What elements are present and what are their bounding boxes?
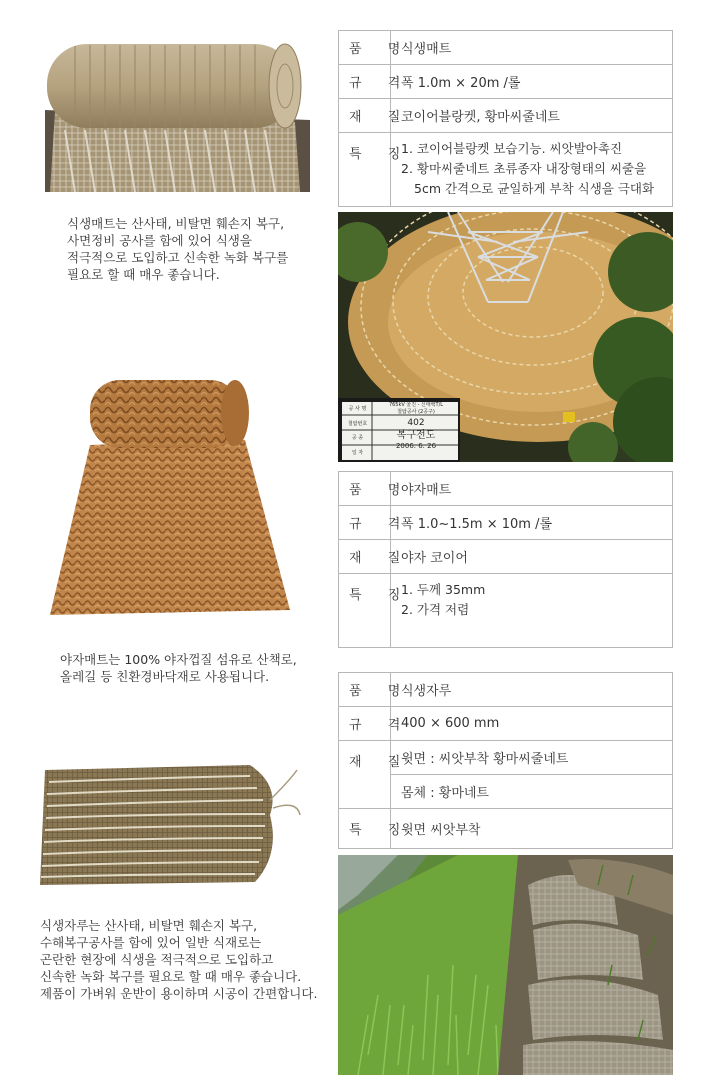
spec-label: 규 격	[339, 65, 391, 99]
sign-text: 765kV 울진 - 신태백T/L	[388, 402, 444, 408]
coir-mat-spec-table	[338, 471, 673, 648]
product-features	[391, 133, 673, 207]
description-line: 올레길 등 친환경바닥재로 사용됩니다.	[60, 669, 270, 684]
sign-text: 2006. 6. 26	[395, 442, 437, 450]
feature-line: 1. 두께 35mm	[401, 582, 486, 597]
product-features	[391, 574, 673, 648]
vegetation-mat-description	[67, 215, 288, 283]
product-material-top: 윗면 : 씨앗부착 황마씨줄네트	[391, 741, 673, 775]
sign-text: 복구전도	[396, 430, 436, 441]
product-spec: 폭 1.0m × 20m /롤	[391, 65, 673, 99]
description-line: 필요로 할 때 매우 좋습니다.	[67, 267, 220, 282]
feature-line: 5cm 간격으로 균일하게 부착 식생을 극대화	[414, 181, 655, 196]
spec-label: 규 격	[339, 707, 391, 741]
sign-labels	[343, 402, 372, 460]
description-line: 식생매트는 산사태, 비탈면 훼손지 복구,	[67, 216, 285, 231]
feature-label: 특 징	[339, 133, 391, 207]
site-sign	[374, 402, 458, 451]
slope-installation-photo	[338, 855, 673, 1075]
vegetation-bag-spec-table	[338, 672, 673, 849]
name-label: 품 명	[339, 472, 391, 506]
description-line: 제품이 가벼워 운반이 용이하며 시공이 간편합니다.	[40, 986, 318, 1001]
description-line: 사면정비 공사를 함에 있어 식생을	[67, 233, 252, 248]
sign-label: 철탑번호	[347, 420, 368, 427]
sign-text: 402	[407, 418, 425, 428]
vegetation-mat-spec-table	[338, 30, 673, 207]
description-line: 식생자루는 산사태, 비탈면 훼손지 복구,	[40, 918, 258, 933]
sign-label: 일 자	[351, 449, 364, 456]
feature-line: 1. 코이어블랑켓 보습기능. 씨앗발아촉진	[401, 141, 623, 156]
vegetation-bag-photo	[35, 760, 310, 890]
product-material: 야자 코이어	[391, 540, 673, 574]
product-material-body: 몸체 : 황마네트	[391, 775, 673, 809]
coir-mat-description	[60, 651, 297, 685]
tower-site-photo	[338, 212, 673, 462]
description-line: 적극적으로 도입하고 신속한 녹화 복구를	[67, 250, 289, 265]
name-label: 품 명	[339, 31, 391, 65]
feature-label: 특 징	[339, 574, 391, 648]
feature-label: 특 징	[339, 809, 391, 849]
product-name: 야자매트	[391, 472, 673, 506]
coir-mat-photo	[45, 375, 295, 620]
product-name: 식생매트	[391, 31, 673, 65]
description-line: 수해복구공사를 함에 있어 일반 식재로는	[40, 935, 262, 950]
feature-line: 2. 황마씨줄네트 초류종자 내장형태의 씨줄을	[401, 161, 647, 176]
feature-line: 2. 가격 저렴	[401, 602, 470, 617]
product-name: 식생자루	[391, 673, 673, 707]
material-label: 재 질	[339, 741, 391, 809]
sign-text: 철탑공사 (2공구)	[397, 409, 435, 415]
product-material: 코이어블랑켓, 황마씨줄네트	[391, 99, 673, 133]
description-line: 곤란한 현장에 식생을 적극적으로 도입하고	[40, 952, 274, 967]
product-feature: 윗면 씨앗부착	[391, 809, 673, 849]
description-line: 야자매트는 100% 야자껍질 섬유로 산책로,	[60, 652, 297, 667]
vegetation-bag-description	[40, 917, 317, 1002]
description-line: 신속한 녹화 복구를 필요로 할 때 매우 좋습니다.	[40, 969, 302, 984]
vegetation-mat-roll-photo	[45, 40, 310, 192]
name-label: 품 명	[339, 673, 391, 707]
spec-label: 규 격	[339, 506, 391, 540]
sign-label: 공 종	[351, 435, 364, 441]
product-spec: 폭 1.0~1.5m × 10m /롤	[391, 506, 673, 540]
product-spec: 400 × 600 mm	[391, 707, 673, 741]
material-label: 재 질	[339, 99, 391, 133]
material-label: 재 질	[339, 540, 391, 574]
sign-label: 공 사 명	[348, 406, 367, 412]
